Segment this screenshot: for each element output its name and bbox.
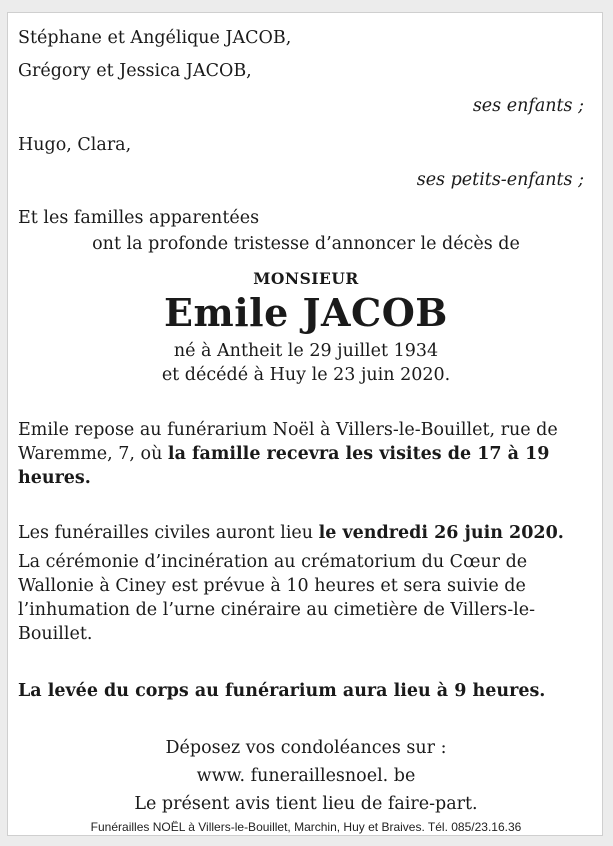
visit-hours: la famille recevra les visites de 17 à 19 heures. (18, 444, 550, 488)
funeral-paragraph (18, 521, 584, 545)
death-line: et décédé à Huy le 23 juin 2020. (161, 365, 451, 385)
deceased-title: MONSIEUR (253, 269, 359, 288)
deceased-name: Emile JACOB (164, 290, 448, 335)
funeral-text: Les funérailles civiles auront lieu (18, 523, 319, 543)
ceremony-paragraph: La cérémonie d’incinération au crématorium du Cœur de Wallonie à Ciney est prévue à 10 heures et sera suivie de l’inhumation de l’urne cinéraire au cimetière de Villers-le-Bouillet. (18, 552, 536, 644)
repose-text: Emile repose au funérarium Noël à Villers-le-Bouillet, rue de Waremme, 7, où (18, 420, 558, 464)
footer-funeral-home: Funérailles NOËL à Villers-le-Bouillet, Marchin, Huy et Braives. Tél. 085/23.16.36 (90, 820, 522, 834)
family-line-1: Stéphane et Angélique JACOB, (18, 28, 292, 48)
announce-line: ont la profonde tristesse d’annoncer le décès de (92, 234, 520, 254)
family-line-2: Grégory et Jessica JACOB, (18, 61, 252, 81)
grandchildren-label: ses petits-enfants ; (416, 170, 584, 190)
birth-line: né à Antheit le 29 juillet 1934 (173, 341, 439, 361)
levee-paragraph: La levée du corps au funérarium aura lieu à 9 heures. (18, 681, 546, 701)
funeral-date: le vendredi 26 juin 2020. (318, 523, 564, 543)
obituary-notice (7, 12, 603, 836)
families-line: Et les familles apparentées (18, 208, 260, 228)
children-label: ses enfants ; (472, 96, 584, 116)
repose-paragraph (18, 418, 584, 490)
faire-part-line: Le présent avis tient lieu de faire-part. (134, 794, 478, 814)
website-link[interactable]: www. funeraillesnoel. be (196, 766, 416, 786)
grandchildren-line: Hugo, Clara, (18, 135, 132, 155)
condolences-line: Déposez vos condoléances sur : (165, 738, 447, 758)
